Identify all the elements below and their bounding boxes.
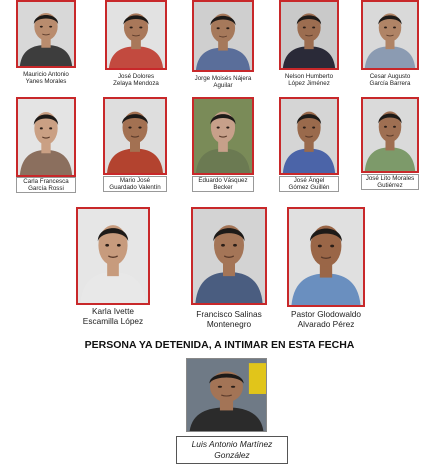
person-name-line1: Cesar Augusto: [369, 73, 411, 80]
detained-notice-heading: PERSONA YA DETENIDA, A INTIMAR EN ESTA FECHA: [84, 339, 355, 351]
mugshot-photo: [192, 0, 254, 72]
mugshot-photo: [192, 97, 254, 175]
person-name-line2: Alvarado Pérez: [297, 318, 355, 329]
detained-name-line1: Luis Antonio Martínez: [191, 439, 273, 449]
person-name-line1: Mario José: [119, 177, 151, 184]
person-name-line1: José Dolores: [117, 73, 155, 80]
mugshot-photo: [16, 0, 76, 68]
person-caption: [192, 176, 254, 192]
mugshot-photo: [16, 97, 76, 177]
detained-person-photo: [186, 358, 267, 432]
person-caption: [191, 310, 267, 329]
person-name-line1: Karla Ivette: [92, 306, 134, 316]
person-name-line1: Pastor Glodowaldo: [290, 309, 362, 319]
person-name-line1: Carla Francesca: [23, 178, 69, 185]
person-name-line1: Francisco Salinas: [196, 309, 262, 319]
person-caption: [361, 174, 419, 190]
person-caption: [279, 73, 339, 87]
mugshot-photo: [361, 0, 419, 70]
person-name-line2: García Rossi: [28, 185, 64, 193]
person-caption: [361, 73, 419, 87]
mugshot-photo: [76, 207, 150, 305]
person-name-line2: Gutiérrez: [377, 182, 403, 190]
person-name-line2: García Barrera: [369, 80, 411, 88]
mugshot-photo: [361, 97, 419, 173]
person-name-line2: Becker: [213, 184, 233, 192]
person-caption: [76, 307, 150, 326]
person-name-line2: Zelaya Mendoza: [113, 80, 159, 88]
person-name-line1: Eduardo Vásquez: [198, 177, 248, 184]
person-name-line2: López Jiménez: [288, 80, 330, 88]
person-name-line1: Jorge Moisés Nájera: [194, 75, 252, 82]
mugshot-photo: [191, 207, 267, 305]
person-name-line1: José Ángel: [293, 177, 325, 184]
person-caption: [16, 177, 76, 193]
person-name-line2: Escamilla López: [82, 315, 144, 326]
person-caption: [287, 310, 365, 329]
detained-name-line2: González: [214, 449, 250, 460]
mugshot-photo: [103, 97, 167, 175]
person-caption: [192, 75, 254, 89]
mugshot-photo: [279, 0, 339, 70]
person-name-line2: Aguilar: [213, 82, 233, 90]
person-name-line2: Guardado Valentín: [109, 184, 161, 192]
person-name-line1: José Lito Morales: [365, 175, 415, 182]
person-caption: [103, 176, 167, 192]
person-caption: [105, 73, 167, 87]
mugshot-photo: [287, 207, 365, 307]
person-name-line1: Mauricio Antonio: [23, 71, 69, 78]
person-caption: [16, 71, 76, 85]
person-name-line2: Gómez Guillén: [288, 184, 330, 192]
person-name-line2: Montenegro: [206, 318, 252, 329]
detained-person-caption: [176, 436, 288, 464]
mugshot-photo: [279, 97, 339, 175]
person-name-line2: Yanes Morales: [25, 78, 67, 86]
mugshot-photo: [105, 0, 167, 70]
person-caption: [279, 176, 339, 192]
person-name-line1: Nelson Humberto: [284, 73, 334, 80]
